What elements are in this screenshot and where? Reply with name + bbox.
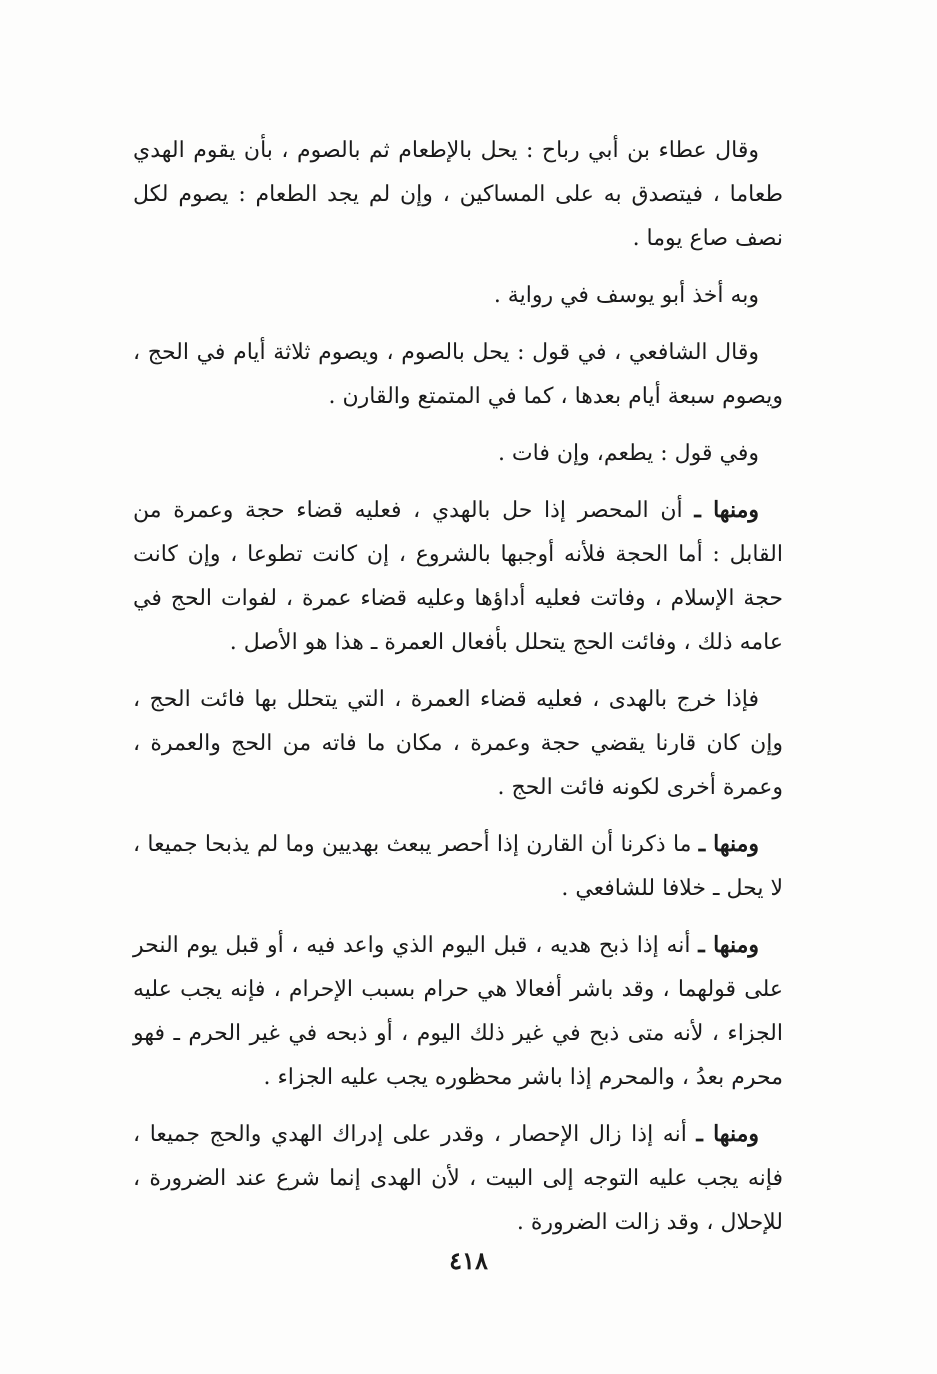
paragraph-yutim: وفي قول : يطعم، وإن فات . [497, 441, 759, 466]
paragraph-qarin-hadyayn: ومنها ـ ما ذكرنا أن القارن إذا أحصر يبعث بهديين وما لم يذبحا جميعا ، لا يحل ـ خلافا للشافعي . [133, 831, 783, 901]
paragraph-dhabh-qabl: ومنها ـ أنه إذا ذبح هديه ، قبل اليوم الذي واعد فيه ، أو قبل يوم النحر على قولهما ، وقد باشر أفعالا هي حرام بسبب الإحرام ، فإنه يجب عليه الجزاء ، لأنه متى ذبح في غير ذلك اليوم ، أو ذبحه في غير الحرم ـ فهو محرم بعدُ ، والمحرم إذا باشر محظوره يجب عليه الجزاء . [133, 932, 783, 1090]
paragraph-ata: وقال عطاء بن أبي رباح : يحل بالإطعام ثم بالصوم ، بأن يقوم الهدي طعاما ، فيتصدق به على المساكين ، وإن لم يجد الطعام : يصوم لكل نصف صاع يوما . [133, 138, 783, 251]
paragraph-muhsar-qada: ومنها ـ أن المحصر إذا حل بالهدي ، فعليه قضاء حجة وعمرة من القابل : أما الحجة فلأنه أوجبها بالشروع ، إن كانت تطوعا ، وإن كانت حجة الإسلام ، وفاتت فعليه أداؤها وعليه قضاء عمرة ، لفوات الحج في عامه ذلك ، وفائت الحج يتحلل بأفعال العمرة ـ هذا هو الأصل . [133, 497, 783, 655]
body-text [133, 128, 783, 1257]
paragraph-kharaja-bil-hadi: فإذا خرج بالهدى ، فعليه قضاء العمرة ، التي يتحلل بها فائت الحج ، وإن كان قارنا يقضي حجة وعمرة ، مكان ما فاته من الحج والعمرة ، وعمرة أخرى لكونه فائت الحج . [133, 687, 783, 800]
page-number: ٤١٨ [449, 1246, 488, 1275]
paragraph-abu-yusuf: وبه أخذ أبو يوسف في رواية . [493, 283, 759, 308]
paragraph-shafii: وقال الشافعي ، في قول : يحل بالصوم ، ويصوم ثلاثة أيام في الحج ، ويصوم سبعة أيام بعدها ، كما في المتمتع والقارن . [133, 340, 783, 409]
paragraph-zawal-ihsar: ومنها ـ أنه إذا زال الإحصار ، وقدر على إدراك الهدي والحج جميعا ، فإنه يجب عليه التوجه إلى البيت ، لأن الهدى إنما شرع عند الضرورة ، للإحلال ، وقد زالت الضرورة . [133, 1121, 783, 1235]
